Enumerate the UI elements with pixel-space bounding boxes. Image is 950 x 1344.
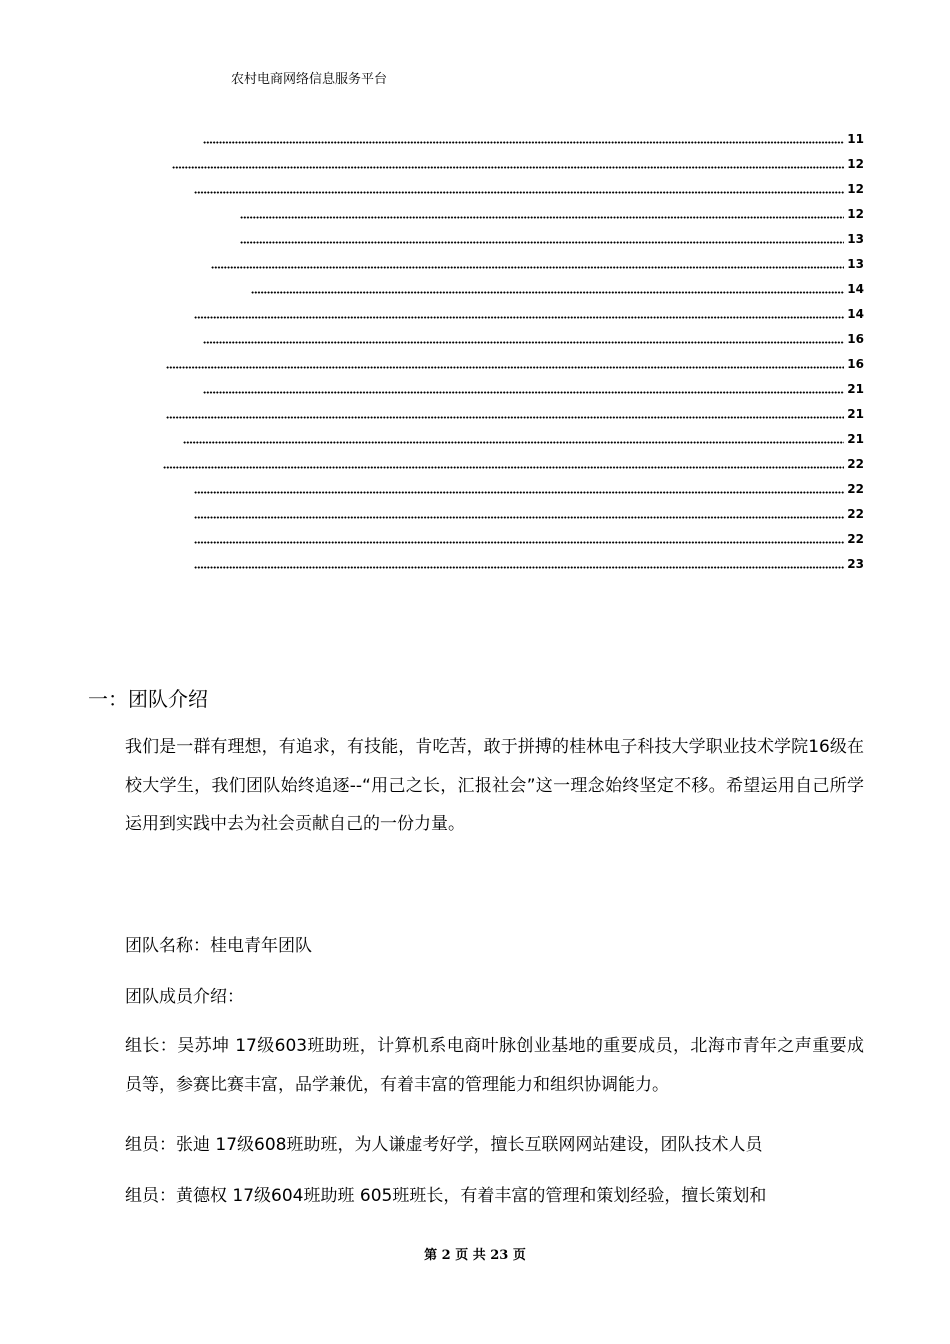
toc-leader-dots <box>194 485 844 494</box>
toc-page-number: 21 <box>847 407 864 421</box>
toc-entry[interactable] <box>211 254 864 272</box>
toc-page-number: 14 <box>847 307 864 321</box>
toc-entry[interactable] <box>166 354 864 372</box>
toc-leader-dots <box>240 210 844 219</box>
intro-paragraph: 我们是一群有理想，有追求，有技能，肯吃苦，敢于拼搏的桂林电子科技大学职业技术学院16级在校大学生，我们团队始终追逐--“用己之长，汇报社会”这一理念始终坚定不移。希望运用自己所学运用到实践中去为社会贡献自己的一份力量。 <box>125 737 864 834</box>
toc-entry[interactable] <box>203 379 864 397</box>
toc-leader-dots <box>194 560 844 569</box>
toc-leader-dots <box>172 160 844 169</box>
toc-leader-dots <box>203 335 844 344</box>
toc-page-number: 22 <box>847 507 864 521</box>
toc-page-number: 16 <box>847 357 864 371</box>
toc-entry[interactable] <box>194 554 864 572</box>
toc-entry[interactable] <box>194 479 864 497</box>
toc-page-number: 14 <box>847 282 864 296</box>
toc-entry[interactable] <box>194 529 864 547</box>
toc-page-number: 13 <box>847 232 864 246</box>
toc-entry[interactable] <box>194 504 864 522</box>
toc-leader-dots <box>240 235 844 244</box>
toc-leader-dots <box>203 385 844 394</box>
team-name: 团队名称：桂电青年团队 <box>125 936 312 956</box>
toc-entry[interactable] <box>194 179 864 197</box>
toc-page-number: 22 <box>847 532 864 546</box>
toc-leader-dots <box>183 435 844 444</box>
toc-leader-dots <box>211 260 844 269</box>
toc-entry[interactable] <box>163 454 864 472</box>
toc-leader-dots <box>166 360 844 369</box>
toc-page-number: 22 <box>847 457 864 471</box>
toc-leader-dots <box>194 310 844 319</box>
toc-page-number: 21 <box>847 432 864 446</box>
member-paragraph: 组员：黄德权 17级604班助班 605班班长，有着丰富的管理和策划经验，擅长策划和 <box>125 1186 767 1206</box>
toc-page-number: 22 <box>847 482 864 496</box>
toc-leader-dots <box>166 410 844 419</box>
toc-entry[interactable] <box>172 154 864 172</box>
toc-entry[interactable] <box>166 404 864 422</box>
toc-leader-dots <box>194 185 844 194</box>
section-heading: 一：团队介绍 <box>88 687 208 711</box>
toc-page-number: 13 <box>847 257 864 271</box>
page-header-title: 农村电商网络信息服务平台 <box>231 72 388 87</box>
toc-leader-dots <box>203 135 844 144</box>
toc-entry[interactable] <box>203 329 864 347</box>
toc-page-number: 12 <box>847 157 864 171</box>
toc-page-number: 12 <box>847 182 864 196</box>
toc-page-number: 16 <box>847 332 864 346</box>
members-label: 团队成员介绍： <box>125 987 244 1007</box>
toc-leader-dots <box>194 535 844 544</box>
toc-entry[interactable] <box>203 129 864 147</box>
toc-entry[interactable] <box>240 229 864 247</box>
toc-entry[interactable] <box>240 204 864 222</box>
toc-page-number: 11 <box>847 132 864 146</box>
toc-entry[interactable] <box>194 304 864 322</box>
toc-leader-dots <box>163 460 844 469</box>
leader-paragraph: 组长：吴苏坤 17级603班助班，计算机系电商叶脉创业基地的重要成员，北海市青年之声重要成员等，参赛比赛丰富，品学兼优，有着丰富的管理能力和组织协调能力。 <box>125 1036 864 1095</box>
member-paragraph: 组员：张迪 17级608班助班，为人谦虚考好学，擅长互联网网站建设，团队技术人员 <box>125 1135 763 1155</box>
toc-leader-dots <box>251 285 844 294</box>
toc-entry[interactable] <box>251 279 864 297</box>
toc-page-number: 12 <box>847 207 864 221</box>
toc-page-number: 21 <box>847 382 864 396</box>
toc-leader-dots <box>194 510 844 519</box>
toc-entry[interactable] <box>183 429 864 447</box>
toc-page-number: 23 <box>847 557 864 571</box>
page-footer: 第 2 页 共 23 页 <box>424 1248 526 1263</box>
